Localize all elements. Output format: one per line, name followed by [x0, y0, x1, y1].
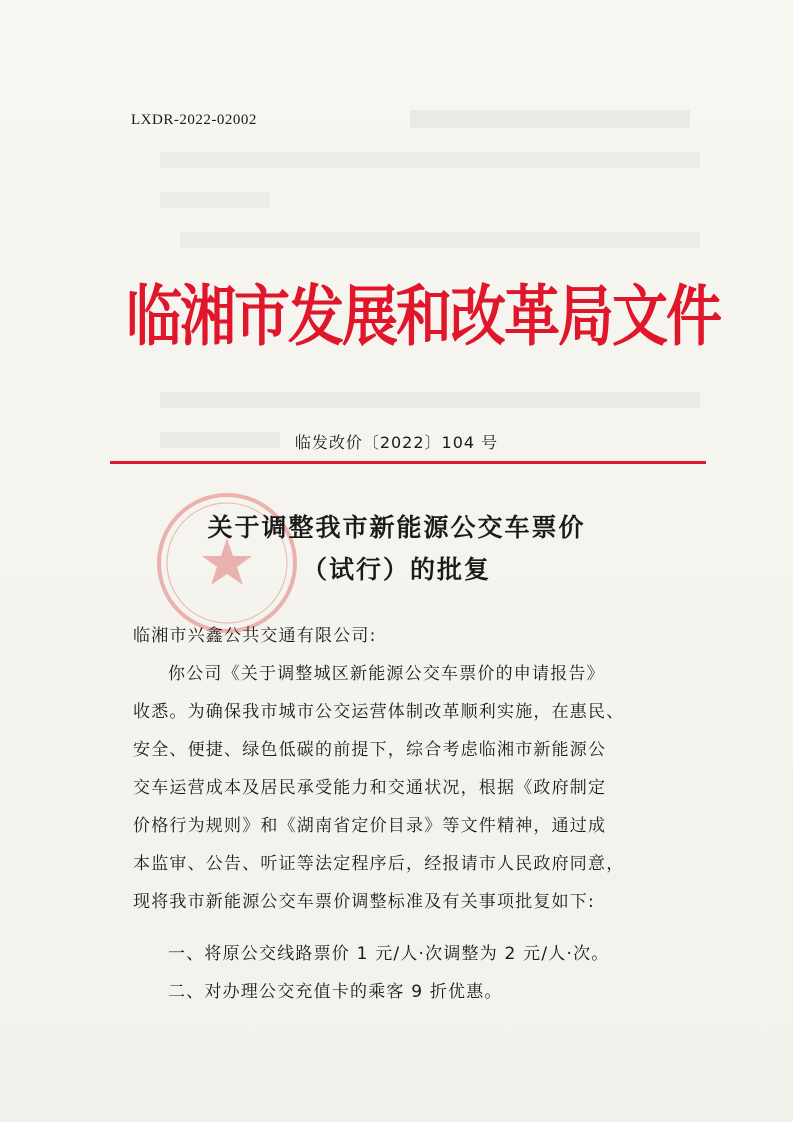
paragraph-line: 现将我市新能源公交车票价调整标准及有关事项批复如下: [133, 892, 595, 912]
bleed-through-mark [160, 152, 700, 168]
approval-item-1: 一、将原公交线路票价 1 元/人·次调整为 2 元/人·次。 [168, 944, 610, 964]
paragraph-line: 安全、便捷、绿色低碳的前提下，综合考虑临湘市新能源公 [133, 740, 607, 760]
paragraph-line: 收悉。为确保我市城市公交运营体制改革顺利实施，在惠民、 [133, 702, 625, 722]
bleed-through-mark [410, 110, 690, 128]
bleed-through-mark [180, 232, 700, 248]
addressee: 临湘市兴鑫公共交通有限公司: [133, 626, 377, 646]
masthead-title: 临湘市发展和改革局文件 [126, 279, 720, 356]
document-title-line-1: 关于调整我市新能源公交车票价 [207, 513, 586, 542]
document-code: LXDR-2022-02002 [131, 112, 257, 128]
paragraph-line: 交车运营成本及居民承受能力和交通状况，根据《政府制定 [133, 778, 607, 798]
document-title-line-2: （试行）的批复 [301, 555, 491, 584]
paragraph-line: 价格行为规则》和《湖南省定价目录》等文件精神，通过成 [133, 816, 607, 836]
paragraph-line: 本监审、公告、听证等法定程序后，经报请市人民政府同意， [133, 854, 625, 874]
bleed-through-mark [160, 192, 270, 208]
document-number: 临发改价〔2022〕104 号 [294, 433, 499, 452]
paragraph-line: 你公司《关于调整城区新能源公交车票价的申请报告》 [168, 664, 605, 684]
bleed-through-mark [160, 392, 700, 408]
approval-item-2: 二、对办理公交充值卡的乘客 9 折优惠。 [168, 982, 503, 1002]
red-divider-line [110, 461, 706, 464]
